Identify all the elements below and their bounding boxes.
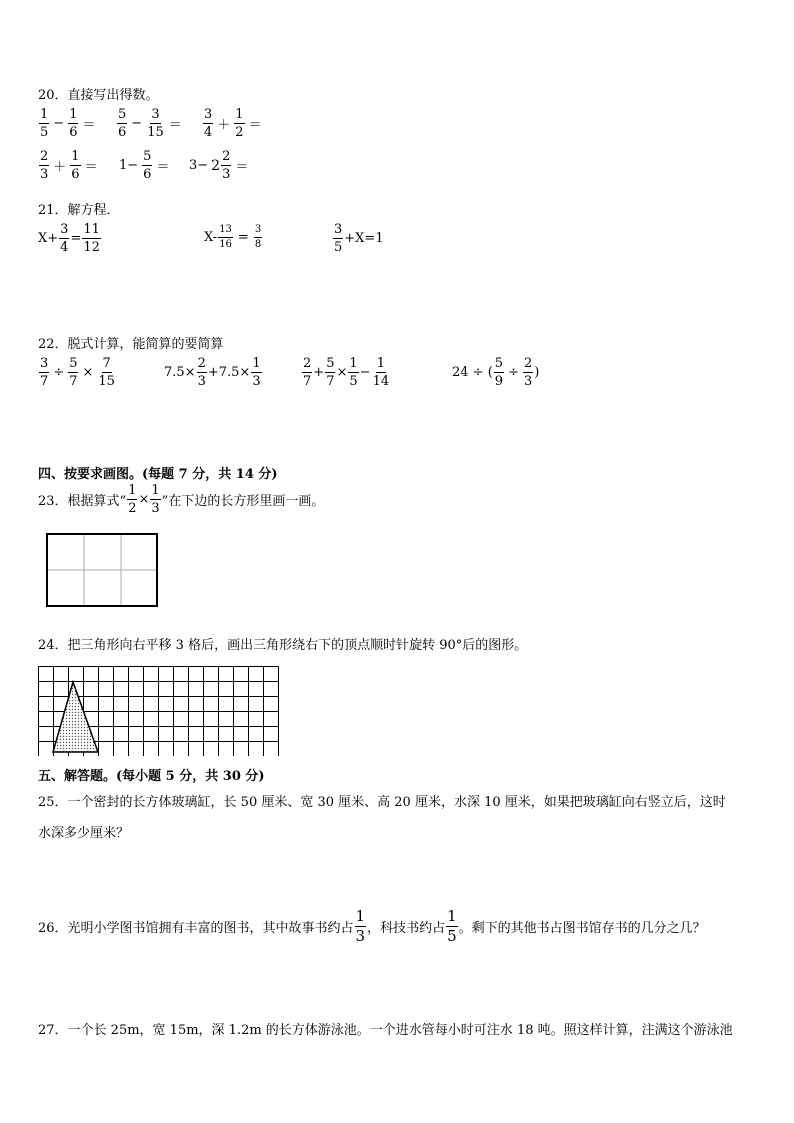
- q22-expr-2: 7.5× $\frac{2}{3}$ +7.5× $\frac{1}{3}$: [164, 356, 261, 389]
- q20-title: 20．直接写出得数。: [38, 88, 159, 103]
- q20-expr-4: $\frac{2}{3}$ ＋ $\frac{1}{6}$ ＝: [40, 149, 98, 182]
- triangle-shape: [53, 682, 98, 752]
- section-4-heading: 四、按要求画图。(每题 7 分，共 14 分): [38, 467, 278, 482]
- q22-expr-4: 24 ÷ ( $\frac{5}{9}$ ÷ $\frac{2}{3}$ ): [452, 356, 540, 389]
- q20-expr-5: 1− $\frac{5}{6}$ ＝: [119, 149, 170, 182]
- q21-title: 21．解方程．: [38, 203, 120, 218]
- q20-expr-2: $\frac{5}{6}$ − $\frac{3}{15}$ ＝: [118, 107, 182, 140]
- q21-equation-2: X- $\frac{13}{16}$ = $\frac{3}{8}$: [204, 224, 262, 250]
- q23-prompt: 23．根据算式“ $\frac{1}{2}$ × $\frac{1}{3}$ ”在下边的长方形里画一画。: [38, 483, 325, 516]
- section-5-heading: 五、解答题。(每小题 5 分，共 30 分): [38, 769, 265, 784]
- q20-expr-1: $\frac{1}{5}$ − $\frac{1}{6}$ ＝: [40, 107, 96, 140]
- q26-prompt: 26．光明小学图书馆拥有丰富的图书，其中故事书约占 $\frac{1}{3}$ ，科技书约占 $\frac{1}{5}$ 。剩下的其他书占图书馆存书的几分之几？: [38, 907, 706, 945]
- q27-prompt: 27．一个长 25m，宽 15m，深 1.2m 的长方体游泳池。一个进水管每小时可注水 18 吨。照这样计算，注满这个游泳池: [38, 1023, 733, 1038]
- q21-equation-1: X+ $\frac{3}{4}$ = $\frac{11}{12}$: [38, 222, 100, 255]
- q23-rectangle-diagram: [46, 533, 160, 609]
- q24-prompt: 24．把三角形向右平移 3 格后，画出三角形绕右下的顶点顺时针旋转 90°后的图形。: [38, 638, 528, 653]
- q20-expr-6: 3− 2 $\frac{2}{3}$ ＝: [189, 149, 249, 182]
- q22-title: 22．脱式计算，能简算的要简算: [38, 337, 224, 352]
- q20-expr-3: $\frac{3}{4}$ ＋ $\frac{1}{2}$ ＝: [204, 107, 262, 140]
- q25-line-1: 25．一个密封的长方体玻璃缸，长 50 厘米、宽 30 厘米、高 20 厘米，水深 10 厘米，如果把玻璃缸向右竖立后，这时: [38, 795, 726, 810]
- q21-equation-3: $\frac{3}{5}$ +X=1: [334, 222, 384, 255]
- q22-expr-1: $\frac{3}{7}$ ÷ $\frac{5}{7}$ × $\frac{7}{15}$: [40, 356, 115, 389]
- q22-expr-3: $\frac{2}{7}$ + $\frac{5}{7}$ × $\frac{1}{5}$ − $\frac{1}{14}$: [303, 356, 390, 389]
- q24-grid-diagram: [38, 666, 280, 756]
- q25-line-2: 水深多少厘米？: [38, 826, 130, 841]
